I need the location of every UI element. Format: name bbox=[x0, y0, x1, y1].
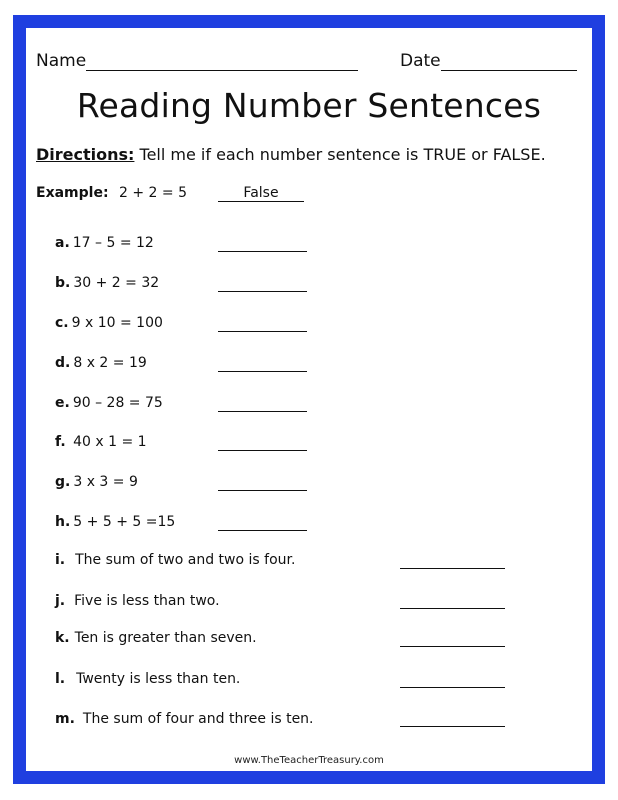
name-blank[interactable] bbox=[86, 53, 358, 71]
question-letter: k. bbox=[55, 630, 70, 646]
question-letter: e. bbox=[55, 395, 70, 411]
question-d bbox=[55, 355, 147, 371]
answer-blank-d[interactable] bbox=[218, 371, 307, 372]
question-letter: f. bbox=[55, 434, 66, 450]
question-letter: a. bbox=[55, 235, 70, 251]
question-letter: j. bbox=[55, 593, 66, 609]
question-h bbox=[55, 514, 175, 530]
question-letter: c. bbox=[55, 315, 69, 331]
question-text: The sum of two and two is four. bbox=[75, 552, 296, 568]
answer-blank-g[interactable] bbox=[218, 490, 307, 491]
answer-blank-a[interactable] bbox=[218, 251, 307, 252]
question-letter: i. bbox=[55, 552, 66, 568]
question-text: 30 + 2 = 32 bbox=[73, 275, 160, 291]
example-row bbox=[36, 185, 279, 201]
example-label: Example: bbox=[36, 185, 109, 201]
answer-blank-m[interactable] bbox=[400, 726, 505, 727]
directions-text: Tell me if each number sentence is TRUE or FALSE. bbox=[139, 145, 546, 164]
question-letter: d. bbox=[55, 355, 71, 371]
question-text: 8 x 2 = 19 bbox=[73, 355, 147, 371]
name-label: Name bbox=[36, 51, 87, 71]
answer-blank-i[interactable] bbox=[400, 568, 505, 569]
answer-blank-c[interactable] bbox=[218, 331, 307, 332]
answer-blank-l[interactable] bbox=[400, 687, 505, 688]
page-title: Reading Number Sentences bbox=[76, 86, 542, 125]
question-f bbox=[55, 434, 147, 450]
question-m bbox=[55, 711, 314, 727]
answer-blank-e[interactable] bbox=[218, 411, 307, 412]
question-l bbox=[55, 671, 240, 687]
date-label: Date bbox=[400, 51, 441, 71]
question-b bbox=[55, 275, 159, 291]
question-text: 17 – 5 = 12 bbox=[72, 235, 154, 251]
question-i bbox=[55, 552, 295, 568]
date-field[interactable] bbox=[400, 51, 577, 71]
question-text: 9 x 10 = 100 bbox=[71, 315, 163, 331]
question-text: Twenty is less than ten. bbox=[76, 671, 241, 687]
question-j bbox=[55, 593, 220, 609]
name-field[interactable] bbox=[36, 51, 358, 71]
example-sentence: 2 + 2 = 5 bbox=[119, 185, 187, 201]
date-blank[interactable] bbox=[441, 53, 577, 71]
question-text: 3 x 3 = 9 bbox=[73, 474, 138, 490]
example-answer: False bbox=[218, 185, 304, 202]
question-a bbox=[55, 235, 154, 251]
question-letter: b. bbox=[55, 275, 71, 291]
directions bbox=[36, 145, 546, 164]
answer-blank-h[interactable] bbox=[218, 530, 307, 531]
question-letter: g. bbox=[55, 474, 71, 490]
answer-blank-k[interactable] bbox=[400, 646, 505, 647]
question-letter: h. bbox=[55, 514, 71, 530]
question-text: Ten is greater than seven. bbox=[74, 630, 257, 646]
question-text: 90 – 28 = 75 bbox=[72, 395, 163, 411]
question-text: 5 + 5 + 5 =15 bbox=[73, 514, 176, 530]
answer-blank-j[interactable] bbox=[400, 608, 505, 609]
question-text: Five is less than two. bbox=[74, 593, 220, 609]
question-k bbox=[55, 630, 257, 646]
question-letter: m. bbox=[55, 711, 75, 727]
question-letter: l. bbox=[55, 671, 66, 687]
directions-label: Directions: bbox=[36, 145, 135, 164]
question-e bbox=[55, 395, 163, 411]
answer-blank-b[interactable] bbox=[218, 291, 307, 292]
question-g bbox=[55, 474, 138, 490]
footer-url: www.TheTeacherTreasury.com bbox=[234, 755, 384, 766]
question-text: 40 x 1 = 1 bbox=[68, 434, 147, 450]
question-text: The sum of four and three is ten. bbox=[82, 711, 314, 727]
question-c bbox=[55, 315, 163, 331]
answer-blank-f[interactable] bbox=[218, 450, 307, 451]
